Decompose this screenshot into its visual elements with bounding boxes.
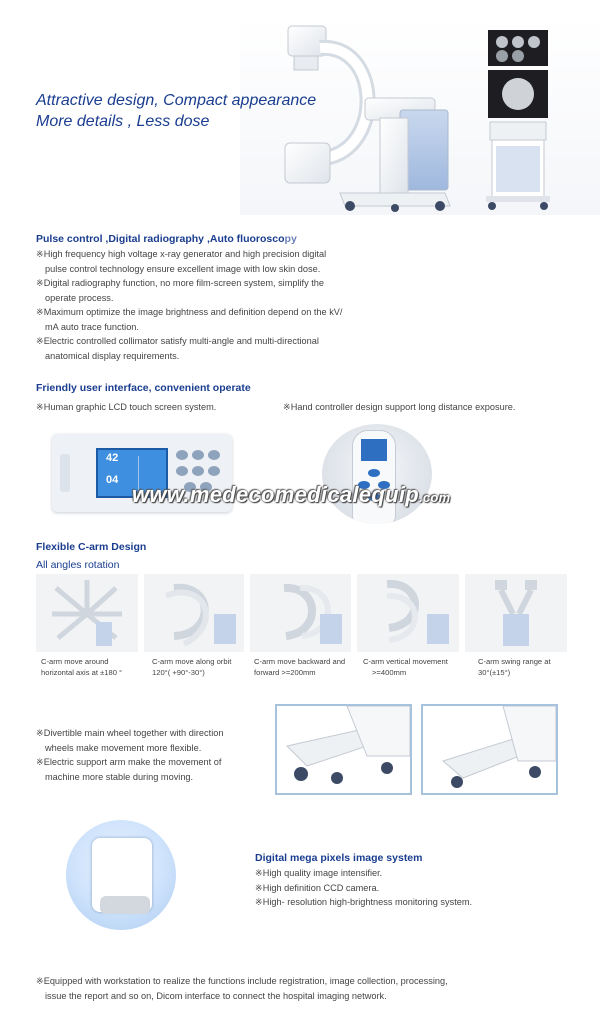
wheel-bullets bbox=[36, 726, 271, 784]
bullet-line: anatomical display requirements. bbox=[45, 350, 180, 361]
bullet-line: pulse control technology ensure excellent image with low skin dose. bbox=[45, 263, 321, 274]
lcd-top-value: 42 bbox=[106, 452, 119, 464]
caption-line: >=400mm bbox=[372, 668, 407, 677]
watermark-main: www.medecomedicalequip bbox=[132, 482, 419, 507]
image-system-bullets bbox=[255, 866, 515, 910]
section-title-fade: py bbox=[284, 233, 297, 245]
section-subtitle-rotation: All angles rotation bbox=[36, 559, 120, 571]
lcd-bottom-value: 04 bbox=[106, 474, 119, 486]
section-title-pulse-control bbox=[36, 233, 297, 245]
footer-text bbox=[36, 974, 576, 1003]
bullet-line: ※Electric support arm make the movement of bbox=[36, 757, 222, 767]
hand-controller-text: ※Hand controller design support long distance exposure. bbox=[283, 402, 516, 412]
caption-line: C-arm move along orbit bbox=[152, 657, 232, 666]
caption-line: horizontal axis at ±180 ° bbox=[41, 668, 123, 677]
caption-line: C-arm move around bbox=[41, 657, 109, 666]
intensifier-base bbox=[100, 896, 150, 914]
caption-line: C-arm move backward and bbox=[254, 657, 346, 666]
hand-controller-body bbox=[352, 430, 396, 524]
hero-headline-2: More details , Less dose bbox=[36, 113, 210, 130]
bullet-line: ※High- resolution high-brightness monitoring system. bbox=[255, 897, 473, 907]
watermark bbox=[132, 482, 451, 508]
rotation-caption-4 bbox=[363, 656, 448, 678]
bullet-line: operate process. bbox=[45, 292, 114, 303]
rotation-caption-3 bbox=[254, 656, 345, 678]
caption-line: forward >=200mm bbox=[254, 668, 316, 677]
rotation-caption-5 bbox=[478, 656, 551, 678]
bullet-line: wheels make movement more flexible. bbox=[45, 742, 202, 753]
section-title-image-system: Digital mega pixels image system bbox=[255, 852, 423, 864]
c-arm-rotation-image-3 bbox=[250, 574, 351, 652]
section-title-user-interface: Friendly user interface, convenient operate bbox=[36, 382, 251, 394]
caption-line: C-arm swing range at bbox=[478, 657, 551, 666]
footer-line: ※Equipped with workstation to realize the functions include registration, image collection, processing, bbox=[36, 976, 448, 986]
workstation-illustration bbox=[480, 28, 555, 213]
bullet-line: ※High definition CCD camera. bbox=[255, 882, 380, 893]
bullet-line: ※Digital radiography function, no more film-screen system, simplify the bbox=[36, 278, 325, 288]
bullet-line: mA auto trace function. bbox=[45, 321, 139, 332]
c-arm-rotation-image-4 bbox=[357, 574, 459, 652]
pulse-control-bullets bbox=[36, 247, 366, 363]
caption-line: 30°(±15°) bbox=[478, 668, 511, 677]
bullet-line: machine more stable during moving. bbox=[45, 771, 194, 782]
image-intensifier-image bbox=[66, 820, 176, 930]
bullet-line: ※Maximum optimize the image brightness and definition depend on the kV/ bbox=[36, 307, 343, 317]
bullet-line: ※Electric controlled collimator satisfy multi-angle and multi-directional bbox=[36, 336, 319, 346]
c-arm-machine-illustration bbox=[270, 18, 460, 213]
lcd-touch-text: ※Human graphic LCD touch screen system. bbox=[36, 402, 217, 412]
c-arm-rotation-image-2 bbox=[144, 574, 244, 652]
caption-line: C-arm vertical movement bbox=[363, 657, 448, 666]
rotation-caption-1 bbox=[41, 656, 122, 678]
watermark-tld: .com bbox=[418, 490, 451, 505]
bullet-line: ※High quality image intensifier. bbox=[255, 868, 383, 878]
c-arm-rotation-image-1 bbox=[36, 574, 138, 652]
panel-side-buttons bbox=[60, 454, 70, 492]
section-title-c-arm: Flexible C-arm Design bbox=[36, 541, 147, 553]
section-title-main: Pulse control ,Digital radiography ,Auto fluorosco bbox=[36, 233, 285, 245]
hero-headline-1: Attractive design, Compact appearance bbox=[36, 92, 317, 109]
footer-line: issue the report and so on, Dicom interface to connect the hospital imaging network. bbox=[45, 990, 387, 1001]
hand-controller-image bbox=[322, 424, 432, 524]
bullet-line: ※Divertible main wheel together with direction bbox=[36, 728, 224, 738]
bullet-line: ※High frequency high voltage x-ray generator and high precision digital bbox=[36, 249, 327, 259]
main-wheel-image-1 bbox=[275, 704, 412, 795]
c-arm-rotation-image-5 bbox=[465, 574, 567, 652]
main-wheel-image-2 bbox=[421, 704, 558, 795]
hand-controller-screen bbox=[361, 439, 387, 461]
caption-line: 120°( +90°-30°) bbox=[152, 668, 205, 677]
rotation-caption-2 bbox=[152, 656, 231, 678]
